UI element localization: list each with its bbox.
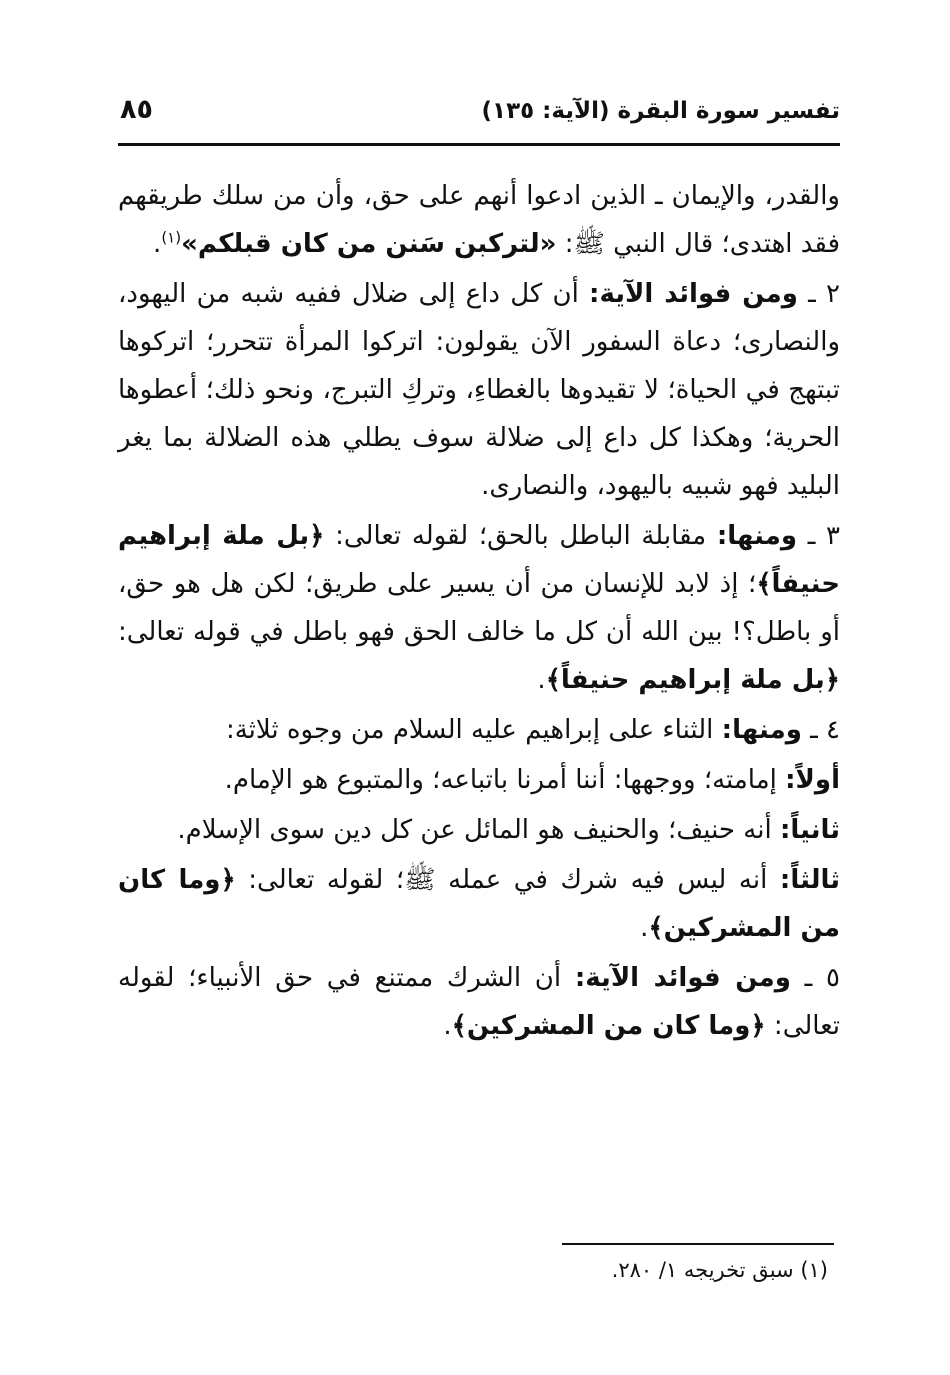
paragraph-3 [118,512,840,704]
page-header [118,92,840,136]
item-heading: ومنها: [721,715,802,745]
paragraph-1 [118,172,840,268]
paragraph-6 [118,806,840,854]
quran-quote: ﴿بل ملة إبراهيم حنيفاً﴾ [545,665,840,695]
text-run: . [443,1011,452,1041]
page-number: ٨٥ [120,94,153,125]
paragraph-5 [118,756,840,804]
text-run: أن كل داع إلى ضلال ففيه شبه من اليهود، والنصارى؛ دعاة السفور الآن يقولون: اتركوا المرأة تتحرر؛ اتركوها تبتهج في الحياة؛ لا تقيدوها بالغطاءِ، وتركِ التبرج، ونحو ذلك؛ أعطوها الحرية؛ وهكذا كل داع إلى ضلالة سوف يطلي هذه الضلالة بما يغر البليد فهو شبيه باليهود، والنصارى. [118,279,840,501]
paragraph-4 [118,706,840,754]
text-run: . [537,665,546,695]
quran-quote: ﴿بل ملة إبراهيم حنيفاً﴾ [118,521,840,599]
quran-quote: ﴿وما كان من المشركين﴾ [118,865,840,943]
hadith-quote: «لتركبن سَنن من كان قبلكم» [181,229,557,259]
footnote-rule [562,1243,834,1245]
text-run: . [640,913,649,943]
text-run: الثناء على إبراهيم عليه السلام من وجوه ثلاثة: [225,715,722,745]
point-heading: أولاً: [785,765,840,795]
paragraph-8 [118,954,840,1050]
text-run: ؛ إذ لابد للإنسان من أن يسير على طريق؛ لكن هل هو حق، أو باطل؟! بين الله أن كل ما خالف الحق فهو باطل في قوله تعالى: [118,569,840,647]
text-run: مقابلة الباطل بالحق؛ لقوله تعالى: [324,521,717,551]
footnote: (١) سبق تخريجه ١/ ٢٨٠. [611,1258,828,1282]
header-rule [118,143,840,146]
quran-quote: ﴿وما كان من المشركين﴾ [451,1011,766,1041]
text-run: أن الشرك ممتنع في حق الأنبياء؛ لقوله تعالى: [118,963,840,1041]
paragraph-2 [118,270,840,510]
item-heading: ومنها: [716,521,798,551]
text-run: إمامته؛ ووجهها: أننا أمرنا باتباعه؛ والمتبوع هو الإمام. [224,765,786,795]
item-number: ٣ ـ [797,521,840,551]
item-heading: ومن فوائد الآية: [589,279,798,309]
paragraph-7 [118,856,840,952]
body-text [118,172,840,1052]
text-run: أنه ليس فيه شرك في عمله ﷺ؛ لقوله تعالى: [235,865,780,895]
footnote-ref: (١) [161,228,182,247]
text-run: أنه حنيف؛ والحنيف هو المائل عن كل دين سوى الإسلام. [177,815,780,845]
text-run: . [153,229,162,259]
point-heading: ثانياً: [779,815,840,845]
item-heading: ومن فوائد الآية: [574,963,791,993]
point-heading: ثالثاً: [779,865,840,895]
item-number: ٤ ـ [801,715,840,745]
running-title: تفسير سورة البقرة (الآية: ١٣٥) [481,98,840,124]
item-number: ٢ ـ [797,279,840,309]
item-number: ٥ ـ [790,963,840,993]
text-run: والقدر، والإيمان ـ الذين ادعوا أنهم على حق، وأن من سلك طريقهم فقد اهتدى؛ قال النبي ﷺ: [118,181,840,259]
